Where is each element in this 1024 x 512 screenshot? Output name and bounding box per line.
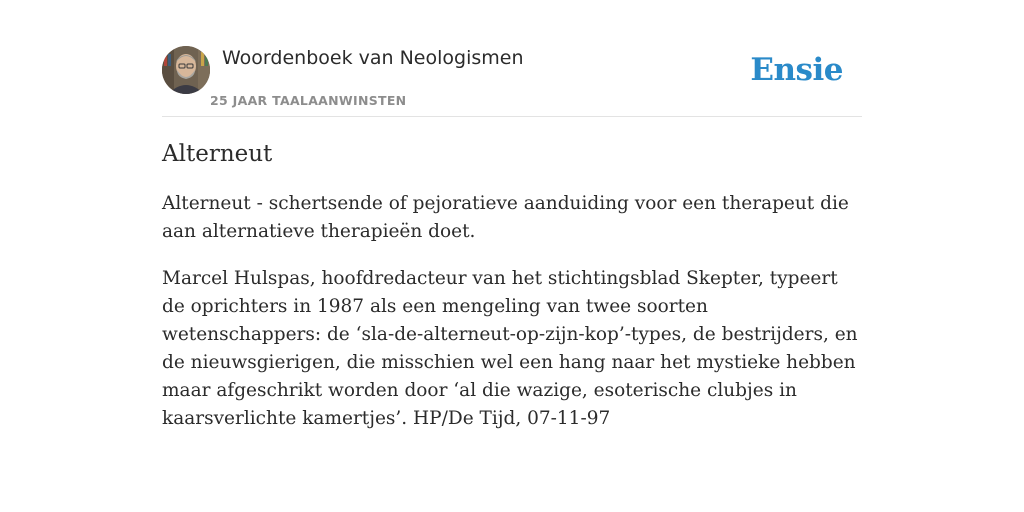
site-title[interactable]: Woordenboek van Neologismen — [222, 47, 524, 69]
avatar-portrait-icon — [162, 46, 210, 94]
site-subtitle: 25 JAAR TAALAANWINSTEN — [210, 93, 407, 108]
entry-definition: Alterneut - schertsende of pejoratieve aanduiding voor een therapeut die aan alternatieve therapieën doet. — [162, 193, 849, 242]
entry-term: Alterneut — [162, 141, 273, 167]
header — [162, 46, 862, 117]
brand-logo[interactable]: Ensie — [750, 52, 843, 88]
entry-quote: Marcel Hulspas, hoofdredacteur van het stichtingsblad Skepter, typeert de oprichters in 1987 als een mengeling van twee soorten wetenschappers: de ‘sla-de-alterneut-op-zijn-kop’-types, de bestrijders, en de nieuwsgierigen, die misschien wel een hang naar het mystieke hebben maar afgeschrikt worden door ‘al die wazige, esoterische clubjes in kaarsverlichte kamertjes’. HP/De Tijd, 07-11-97 — [162, 268, 858, 429]
entry-content — [162, 139, 862, 452]
author-avatar[interactable] — [162, 46, 210, 94]
